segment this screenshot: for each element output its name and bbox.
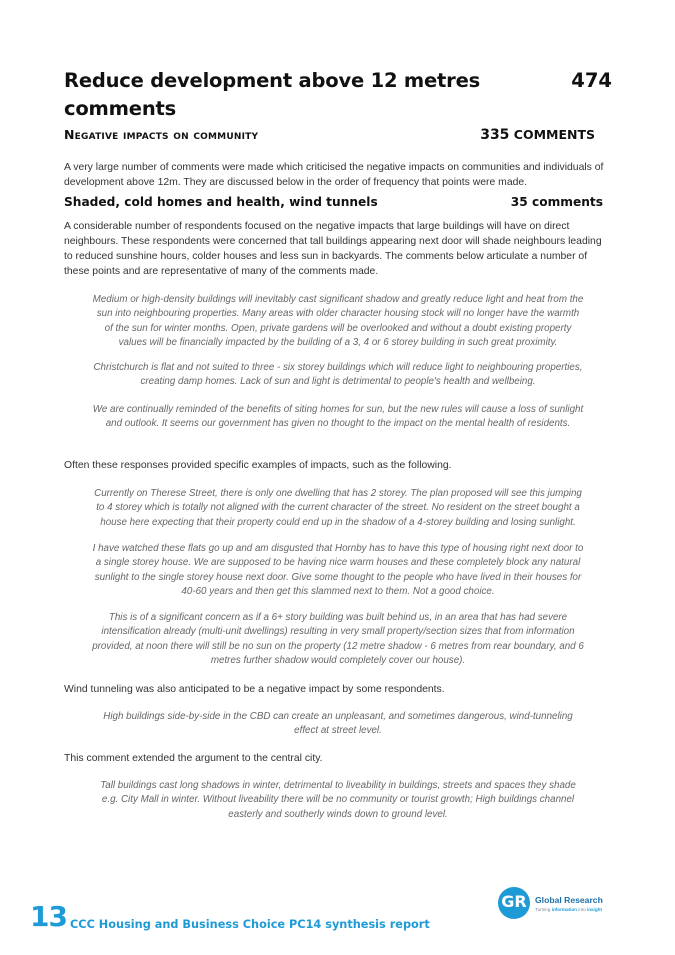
quote: Christchurch is flat and not suited to three - six storey buildings which will reduce light to neighbouring properties, creating damp homes. Lack of sun and light is detrimental to people's health and wellbeing. <box>93 362 583 388</box>
page-number: 13 <box>30 900 67 933</box>
quote: Tall buildings cast long shadows in winter, detrimental to liveability in buildings, streets and spaces they shade e.g. City Mall in winter. Without liveability there will be no community or tourist growth; High buildings channel easterly and southerly winds down to ground level. <box>100 780 576 820</box>
total-comment-count: 474 <box>571 69 612 92</box>
page-title: Reduce development above 12 metres comments <box>64 69 481 120</box>
quote: Currently on Therese Street, there is only one dwelling that has 2 storey. The plan proposed will see this jumping to 4 storey which is totally not aligned with the current character of the street. No resident on the street bought a house here expecting that their property could end up in the shadow of a 4-storey building and losing sunlight. <box>94 488 582 528</box>
logo-name: Global Research <box>535 895 603 905</box>
body-paragraph: Wind tunneling was also anticipated to be a negative impact by some respondents. <box>64 684 445 695</box>
section-count-label: COMMENTS <box>509 127 595 142</box>
intro-paragraph: A very large number of comments were made which criticised the negative impacts on communities and individuals of development above 12m. They are discussed below in the order of frequency that points were made. <box>64 162 604 188</box>
quote: We are continually reminded of the benefits of siting homes for sun, but the new rules will cause a loss of sunlight and outlook. It seems our government has given no thought to the impact on the mental health of residents. <box>92 404 584 430</box>
section-title: Negative impacts on community <box>64 127 259 142</box>
body-paragraph: Often these responses provided specific examples of impacts, such as the following. <box>64 460 452 471</box>
logo-tagline: Turning information into insight <box>535 907 602 912</box>
quote: I have watched these flats go up and am disgusted that Hornby has to have this type of housing right next door to a single storey house. We are supposed to be having nice warm houses and these completely block any natural sunlight to the single storey house next door. Give some thought to the people who have lived in their houses for 40-60 years and then get this slammed next to them. Not a good choice. <box>92 543 584 597</box>
footer-report-title: CCC Housing and Business Choice PC14 synthesis report <box>70 918 430 931</box>
quote: High buildings side-by-side in the CBD can create an unpleasant, and sometimes dangerous, wind-tunneling effect at street level. <box>103 711 573 737</box>
quote: This is of a significant concern as if a 6+ story building was built behind us, in an area that has had severe intensification already (multi-unit dwellings) resulting in very small property/section sizes that from information provided, at noon there will still be no sun on the property (12 metre shadow - 6 metres from rear boundary, and 6 metres further shadow would completely cover our house). <box>92 612 584 666</box>
subsection-comment-count: 35 comments <box>510 195 603 209</box>
body-paragraph: A considerable number of respondents focused on the negative impacts that large buildings will have on direct neighbours. These respondents were concerned that tall buildings appearing next door will shade neighbours leading to reduced sunshine hours, colder houses and less sun in backyards. The comments below articulate a number of these points and are representative of many of the comments made. <box>64 221 602 277</box>
logo-emblem-icon: GR <box>498 887 530 919</box>
body-paragraph: This comment extended the argument to the central city. <box>64 753 323 764</box>
global-research-logo <box>498 887 618 921</box>
section-comment-count <box>480 127 595 143</box>
section-heading <box>64 127 258 142</box>
section-count-number: 335 <box>480 127 510 143</box>
quote: Medium or high-density buildings will inevitably cast significant shadow and greatly reduce light and heat from the sun into neighbouring properties. Many areas with older character housing stock will no longer have the warmth of the sun for winter months. Open, private gardens will be overlooked and without a doubt existing property values will be financially impacted by the building of a 3, 4 or 6 storey building in such great proximity. <box>92 294 584 348</box>
subsection-title: Shaded, cold homes and health, wind tunnels <box>64 195 378 209</box>
